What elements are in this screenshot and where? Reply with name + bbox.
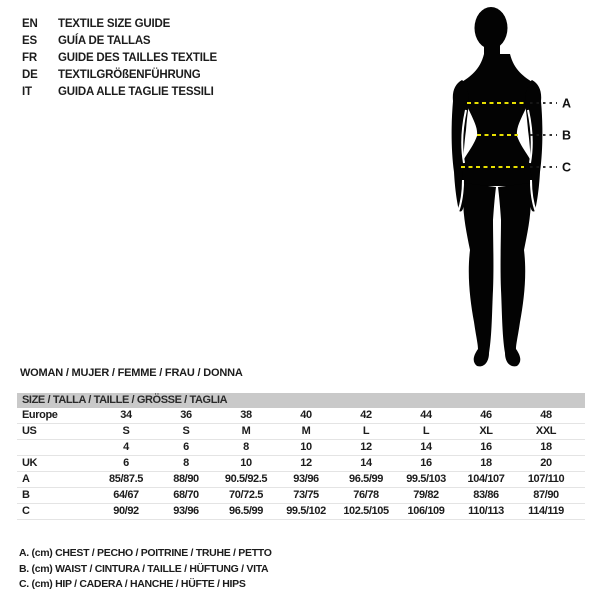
language-title: TEXTILE SIZE GUIDE — [58, 18, 171, 30]
row-label: A — [22, 473, 30, 485]
table-cell: 102.5/105 — [343, 505, 389, 517]
table-cell: 16 — [420, 457, 432, 469]
language-code: IT — [22, 86, 32, 98]
language-row — [22, 16, 217, 33]
table-cell: XL — [479, 425, 493, 437]
table-cell: 10 — [240, 457, 252, 469]
silhouette-left-leg — [463, 183, 496, 366]
table-row — [17, 456, 585, 472]
language-row — [22, 84, 217, 101]
table-cell: M — [301, 425, 311, 437]
table-cell: 10 — [300, 441, 312, 453]
language-title: GUIDA ALLE TAGLIE TESSILI — [58, 86, 214, 98]
table-cell: 68/70 — [173, 489, 199, 501]
section-heading: WOMAN / MUJER / FEMME / FRAU / DONNA — [20, 367, 243, 379]
language-code: ES — [22, 35, 37, 47]
table-cell: 83/86 — [473, 489, 499, 501]
legend-row: B. (cm) WAIST / CINTURA / TAILLE / HÜFTUNG / VITA — [19, 562, 269, 575]
size-table-header: SIZE / TALLA / TAILLE / GRÖSSE / TAGLIA — [17, 393, 585, 408]
row-label: C — [22, 505, 30, 517]
language-title: TEXTILGRÖßENFÜHRUNG — [58, 69, 201, 81]
language-row — [22, 67, 217, 84]
table-cell: M — [241, 425, 251, 437]
row-label: US — [22, 425, 37, 437]
table-row — [17, 504, 585, 520]
table-cell: S — [122, 425, 130, 437]
row-label: B — [22, 489, 30, 501]
woman-silhouette-figure — [425, 0, 600, 385]
table-cell: 64/67 — [113, 489, 139, 501]
table-cell: 106/109 — [407, 505, 445, 517]
table-cell: 90/92 — [113, 505, 139, 517]
table-cell: 8 — [243, 441, 249, 453]
language-title-list — [22, 16, 217, 101]
measurement-legend — [19, 546, 272, 593]
table-cell: 110/113 — [468, 505, 504, 517]
table-cell: 20 — [540, 457, 552, 469]
legend-row: A. (cm) CHEST / PECHO / POITRINE / TRUHE / PETTO — [19, 547, 272, 559]
language-row — [22, 33, 217, 50]
table-cell: 14 — [420, 441, 432, 453]
table-cell: 18 — [540, 441, 552, 453]
table-cell: 73/75 — [293, 489, 319, 501]
table-cell: 36 — [180, 409, 192, 421]
table-row — [17, 440, 585, 456]
table-cell: 8 — [183, 457, 189, 469]
table-cell: 70/72.5 — [229, 489, 263, 501]
table-row — [17, 424, 585, 440]
table-cell: 18 — [480, 457, 492, 469]
table-cell: S — [182, 425, 190, 437]
table-cell: 12 — [300, 457, 312, 469]
row-label: UK — [22, 457, 38, 469]
table-row — [17, 488, 585, 504]
table-cell: XXL — [535, 425, 557, 437]
table-cell: 6 — [183, 441, 189, 453]
table-cell: L — [422, 425, 430, 437]
silhouette-right-leg — [498, 183, 531, 366]
table-cell: 46 — [480, 409, 492, 421]
language-title: GUÍA DE TALLAS — [58, 35, 151, 47]
table-cell: 114/119 — [528, 505, 564, 517]
table-cell: 90.5/92.5 — [224, 473, 268, 485]
table-cell: 6 — [123, 457, 129, 469]
woman-silhouette — [452, 7, 543, 366]
language-code: DE — [22, 69, 38, 81]
table-cell: 48 — [540, 409, 552, 421]
table-cell: 38 — [240, 409, 252, 421]
table-cell: 104/107 — [467, 473, 505, 485]
table-cell: 93/96 — [293, 473, 319, 485]
row-label: Europe — [22, 409, 58, 421]
table-cell: 34 — [120, 409, 132, 421]
language-title: GUIDE DES TAILLES TEXTILE — [58, 52, 217, 64]
table-cell: 14 — [360, 457, 372, 469]
legend-row: C. (cm) HIP / CADERA / HANCHE / HÜFTE / HIPS — [19, 578, 246, 590]
measure-label-c: C — [562, 160, 572, 175]
table-row — [17, 472, 585, 488]
table-cell: 4 — [123, 441, 129, 453]
measure-label-a: A — [562, 96, 572, 111]
size-table — [17, 393, 585, 520]
table-cell: L — [362, 425, 370, 437]
table-cell: 85/87.5 — [109, 473, 143, 485]
table-cell: 93/96 — [173, 505, 199, 517]
table-cell: 87/90 — [533, 489, 559, 501]
table-row — [17, 408, 585, 424]
table-cell: 44 — [420, 409, 432, 421]
table-cell: 107/110 — [527, 473, 565, 485]
language-row — [22, 50, 217, 67]
row-label — [17, 440, 96, 455]
table-cell: 40 — [300, 409, 312, 421]
table-cell: 88/90 — [173, 473, 199, 485]
table-cell: 76/78 — [353, 489, 379, 501]
table-cell: 99.5/103 — [406, 473, 446, 485]
language-code: FR — [22, 52, 37, 64]
table-cell: 42 — [360, 409, 372, 421]
table-cell: 16 — [480, 441, 492, 453]
table-cell: 96.5/99 — [349, 473, 383, 485]
table-cell: 96.5/99 — [229, 505, 263, 517]
table-cell: 12 — [360, 441, 372, 453]
table-cell: 99.5/102 — [286, 505, 326, 517]
table-cell: 79/82 — [413, 489, 439, 501]
size-table-rows — [17, 408, 585, 520]
language-code: EN — [22, 18, 38, 30]
measure-label-b: B — [562, 128, 572, 143]
